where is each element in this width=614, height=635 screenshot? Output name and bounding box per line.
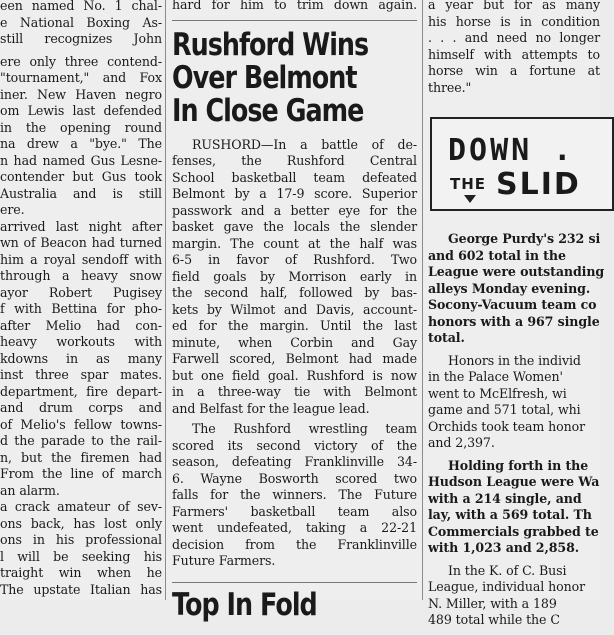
text-line: him a royal sendoff with	[0, 251, 162, 267]
text-line: himself with attempts to	[428, 46, 600, 62]
text-line: an alarm.	[0, 482, 60, 498]
text-line: ons in his professional	[0, 532, 162, 547]
text-line: kets by Wilmot and Davis, account-	[172, 301, 417, 317]
text-line: n, but the firemen had	[0, 449, 162, 465]
text-line: d the parade to the rail-	[0, 433, 162, 448]
text-line: na drew a "bye." The	[0, 136, 162, 151]
text-line: with 1,023 and 2,858.	[428, 540, 580, 555]
middle-column	[172, 0, 417, 623]
text-line: a year but for as many	[428, 0, 600, 12]
text-line: still recognizes John	[0, 31, 162, 46]
text-line: ere only three contend-	[0, 53, 162, 69]
text-line: Socony-Vacuum team co	[428, 297, 597, 312]
text-line: kdowns in as many	[0, 350, 162, 366]
text-line: and 2,397.	[428, 435, 495, 450]
text-line: the second half, followed by bas-	[172, 285, 417, 300]
text-line: Future Farmers.	[172, 553, 276, 568]
text-line: f with Bettina for pho-	[0, 301, 162, 316]
article-paragraph	[428, 353, 600, 452]
text-line: ere.	[0, 202, 25, 217]
text-line: contender but Gus took	[0, 169, 162, 184]
text-line: three."	[428, 79, 472, 95]
text-line: his horse is in condition	[428, 13, 600, 29]
text-line: ons back, has lost only	[0, 515, 162, 531]
text-line: wn of Beacon had turned	[0, 235, 162, 250]
text-line: in the Palace Women'	[428, 369, 563, 384]
section-divider-bottom	[172, 582, 417, 583]
text-line: hard for him to trim down again.	[172, 0, 417, 12]
text-line: Holding forth in the	[448, 457, 589, 473]
next-headline: Top In Fold	[172, 586, 317, 623]
text-line: 6. Wayne Bosworth scored two	[172, 470, 417, 486]
text-line: 489 total while the C	[428, 612, 560, 627]
section-divider	[172, 20, 417, 21]
text-line: Belmont by a 17-9 score. Superior	[172, 186, 417, 201]
text-line: e National Boxing As-	[0, 14, 162, 30]
text-line: ayor Robert Pugisey	[0, 284, 162, 300]
text-line: lay, with a 569 total. Th	[428, 507, 592, 522]
text-line: margin. The count at the half was	[172, 235, 417, 251]
text-line: in a three-way tie with Belmont	[172, 384, 417, 399]
text-line: and 602 total in the	[428, 247, 566, 263]
previous-article-tail-right	[428, 0, 600, 96]
text-line: George Purdy's 232 si	[448, 231, 601, 246]
down-the-slide-box	[430, 117, 614, 211]
text-line: of Melio's fellow towns-	[0, 416, 162, 432]
headline-line-2: Over Belmont	[172, 59, 357, 96]
text-line: N. Miller, with a 189	[428, 595, 557, 611]
text-line: through a heavy snow	[0, 268, 162, 283]
text-line: a crack amateur of sev-	[0, 499, 162, 514]
text-line: with a 214 single, and	[428, 490, 582, 506]
text-line: after Melio had con-	[0, 317, 162, 333]
text-line: From the line of march	[0, 466, 162, 481]
text-line: department, fire depart-	[0, 383, 162, 399]
text-line: horse win a fortune at	[428, 63, 600, 78]
article-paragraph-2	[172, 421, 417, 570]
text-line: Orchids took team honor	[428, 418, 585, 434]
text-line: Commercials grabbed te	[428, 523, 599, 539]
text-line: traight win when he	[0, 565, 162, 580]
text-line: game and 571 total, whi	[428, 402, 581, 417]
text-line: and drum corps and	[0, 400, 162, 415]
left-column-article	[0, 0, 162, 598]
headline-line-1: Rushford Wins	[172, 26, 369, 63]
text-line: School basketball team defeated	[172, 169, 417, 185]
text-line: ed for the margin. Until the last	[172, 318, 417, 333]
text-line: . . . and need no longer	[428, 30, 600, 45]
column-rule-right	[422, 0, 423, 600]
box-small-word: THE	[450, 175, 487, 193]
headline-line-3: In Close Game	[172, 92, 364, 129]
box-title-line1: DOWN .	[448, 133, 575, 168]
text-line: heavy workouts with	[0, 334, 162, 349]
text-line: minute, when Corbin and Gay	[172, 334, 417, 350]
text-line: The Rushford wrestling team	[192, 421, 417, 436]
text-line: and Belfast for the league lead.	[172, 400, 370, 416]
text-line: arrived last night after	[0, 218, 162, 234]
previous-article-tail	[172, 0, 417, 14]
right-column	[428, 0, 605, 627]
text-line: in the opening round	[0, 119, 162, 135]
text-line: total.	[428, 330, 465, 345]
text-line: went undefeated, taking a 22-21	[172, 520, 417, 535]
text-line: League, individual honor	[428, 579, 586, 594]
text-line: Farwell scored, Belmont had made	[172, 351, 417, 366]
headline	[172, 26, 417, 133]
text-line: The upstate Italian has	[0, 581, 162, 597]
text-line: Farmers' basketball team also	[172, 503, 417, 519]
text-line: falls for the winners. The Future	[172, 487, 417, 502]
triangle-icon	[464, 195, 476, 203]
article-paragraph	[428, 231, 605, 347]
text-line: alleys Monday evening.	[428, 280, 591, 296]
column-rule-left	[165, 0, 166, 600]
text-line: inst three spar mates.	[0, 367, 162, 382]
text-line: decision from the Franklinville	[172, 536, 417, 552]
text-line: een named No. 1 chal-	[0, 0, 162, 13]
text-line: basket gave the locals the slender	[172, 219, 417, 234]
text-line: "tournament," and Fox	[0, 70, 162, 85]
text-line: Australia and is still	[0, 185, 162, 201]
text-line: passwork and a better eye for the	[172, 202, 417, 218]
box-title-line2: SLID	[496, 167, 581, 202]
article-paragraph-1	[172, 137, 417, 418]
text-line: om Lewis last defended	[0, 103, 162, 118]
article-paragraph	[428, 458, 600, 557]
article-paragraph	[428, 563, 600, 629]
text-line: iner. New Haven negro	[0, 86, 162, 102]
text-line: scored its second victory of the	[172, 437, 417, 453]
text-line: l will be seeking his	[0, 548, 162, 564]
text-line: but one field goal. Rushford is now	[172, 367, 417, 383]
text-line: Hudson League were Wa	[428, 474, 600, 489]
text-line: went to McElfresh, wi	[428, 385, 567, 401]
bowling-article	[428, 231, 605, 635]
text-line: field goals by Morrison early in	[172, 268, 417, 284]
text-line: In the K. of C. Busi	[448, 562, 567, 578]
text-line: Honors in the individ	[448, 352, 581, 368]
text-line: honors with a 967 single	[428, 313, 600, 329]
text-line: season, defeating Franklinville 34-	[172, 454, 417, 469]
text-line: 6-5 in favor of Rushford. Two	[172, 252, 417, 267]
text-line: RUSHORD—In a battle of de-	[192, 136, 417, 152]
text-line: League were outstanding	[428, 264, 605, 279]
text-line: n had named Gus Lesne-	[0, 152, 162, 168]
text-line: fenses, the Rushford Central	[172, 153, 417, 168]
